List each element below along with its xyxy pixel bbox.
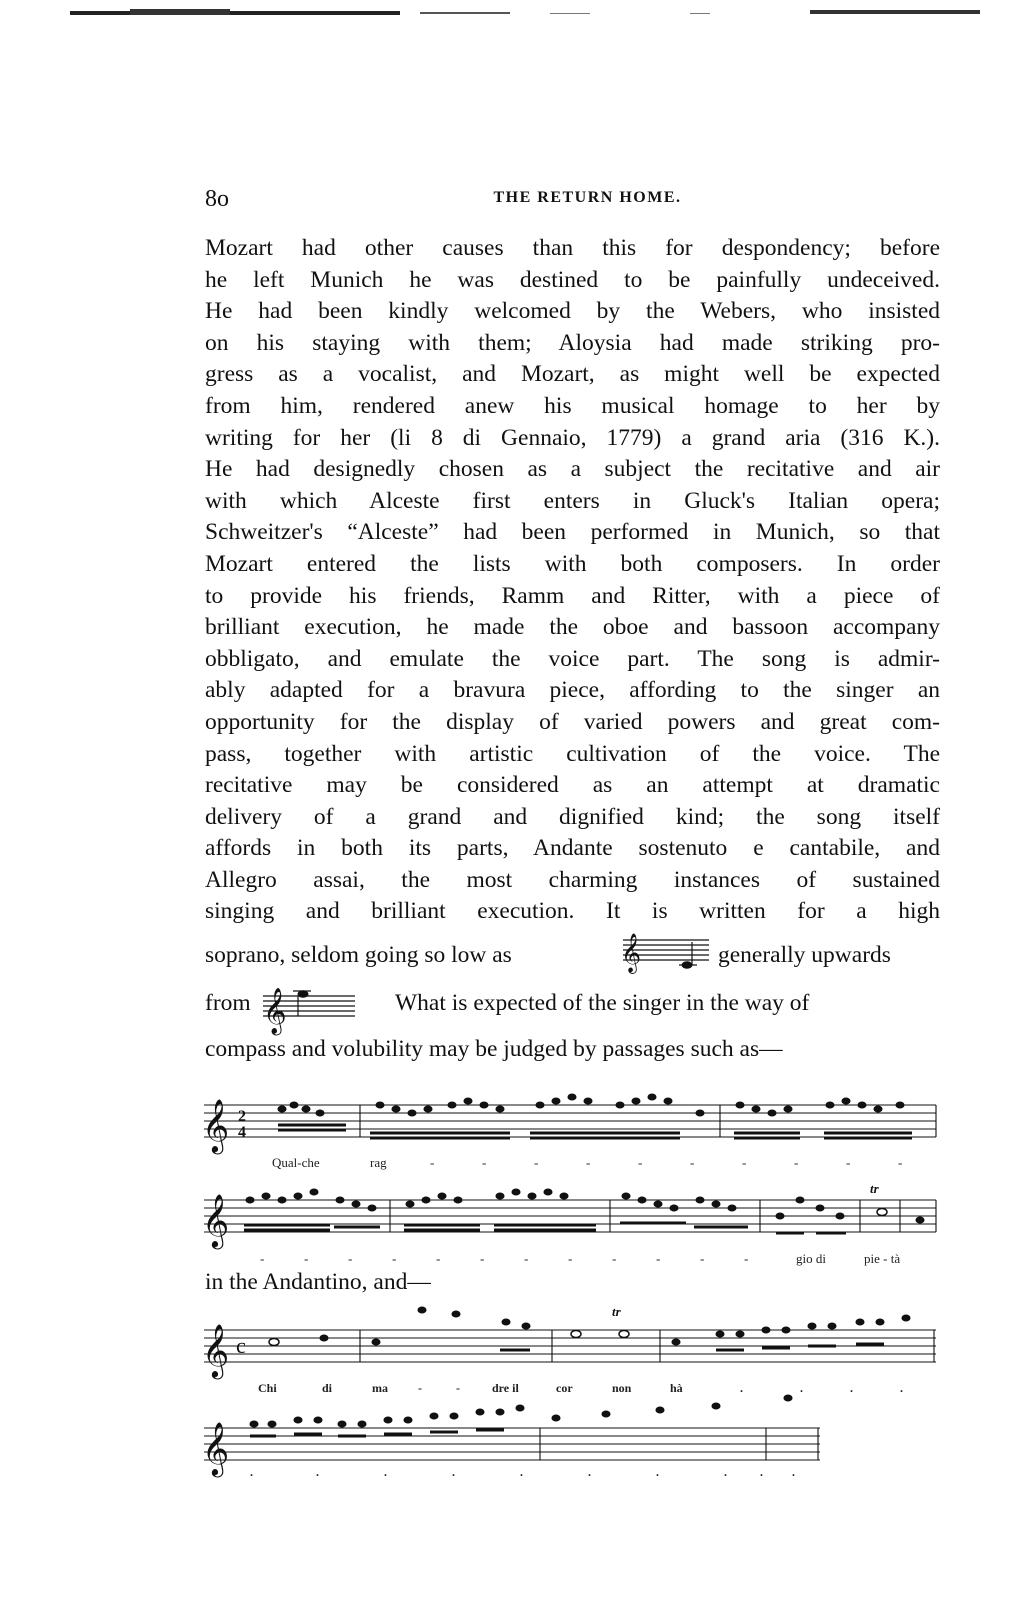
staff-system-2 [204,1200,936,1232]
svg-text:-: - [690,1155,695,1170]
text-line: Allegro assai, the most charming instances of sustained [205,866,940,893]
svg-text:.: . [740,1381,743,1395]
svg-text:𝄞: 𝄞 [621,933,642,973]
inline-staff-low-note [619,928,711,986]
svg-text:Chi: Chi [258,1381,277,1395]
svg-text:-: - [700,1251,705,1266]
svg-text:-: - [430,1155,435,1170]
svg-text:-: - [524,1251,529,1266]
svg-text:.: . [588,1465,591,1479]
text-line: He had been kindly welcomed by the Webers, who insisted [205,298,940,325]
text-line: he left Munich he was destined to be painfully undeceived. [205,266,940,293]
text-segment: What is expected of the singer in the way of [395,990,810,1016]
svg-text:-: - [656,1251,661,1266]
note-groups-system-4 [250,1395,792,1436]
text-segment: soprano, seldom going so low as [205,942,512,968]
text-line: compass and volubility may be judged by passages such as— [205,1036,783,1062]
svg-text:-: - [638,1155,643,1170]
svg-text:-: - [744,1251,749,1266]
svg-text:ma: ma [372,1381,388,1395]
svg-text:gio di: gio di [796,1251,826,1266]
text-line: singing and brilliant execution. It is written for a high [205,898,940,925]
svg-text:.: . [316,1465,319,1479]
svg-text:-: - [794,1155,799,1170]
page-header [205,186,940,216]
svg-text:-: - [392,1251,397,1266]
lyrics-row-3 [258,1381,903,1395]
svg-text:-: - [348,1251,353,1266]
text-line: recitative may be considered as an attempt at dramatic [205,772,940,799]
svg-text:.: . [760,1465,763,1479]
svg-text:.: . [800,1381,803,1395]
music-example-2 [200,1300,940,1480]
treble-clef: 𝄞 [202,1421,230,1475]
music-example-1 [200,1075,940,1275]
text-line: affords in both its parts, Andante sostenuto e cantabile, and [205,835,940,862]
text-line: brilliant execution, he made the oboe and bassoon accompany [205,614,940,641]
note-groups-system-1 [278,1094,912,1138]
svg-text:dre il: dre il [492,1381,519,1395]
note-groups-system-3 [269,1307,910,1350]
text-line: in the Andantino, and— [205,1269,431,1295]
svg-text:-: - [304,1251,309,1266]
svg-text:-: - [480,1251,485,1266]
svg-text:rag: rag [370,1155,387,1170]
inline-staff-high-note [259,982,359,1040]
trill-mark: tr [870,1181,879,1196]
time-sig-bottom: 4 [238,1124,246,1141]
text-line: from him, rendered anew his musical homage to her by [205,392,940,419]
text-line: Mozart had other causes than this for despondency; before [205,235,940,261]
text-line: to provide his friends, Ramm and Ritter, with a piece of [205,582,940,609]
body-paragraph [205,233,940,928]
svg-text:-: - [586,1155,591,1170]
trill-mark: tr [612,1304,621,1319]
lyrics-row-4 [250,1465,795,1479]
svg-text:.: . [792,1465,795,1479]
svg-text:-: - [260,1251,265,1266]
text-line: pass, together with artistic cultivation of the voice. The [205,740,940,767]
text-line: on his staying with them; Aloysia had made striking pro- [205,329,940,356]
svg-text:-: - [742,1155,747,1170]
svg-text:𝄞: 𝄞 [263,988,287,1034]
svg-text:-: - [898,1155,903,1170]
running-head: THE RETURN HOME. [493,189,682,206]
svg-text:non: non [612,1381,632,1395]
svg-text:.: . [724,1465,727,1479]
svg-text:-: - [418,1381,422,1395]
treble-clef: 𝄞 [202,1193,230,1247]
text-line: obbligato, and emulate the voice part. The song is admir- [205,645,940,672]
time-sig-top: 2 [238,1108,246,1125]
text-line: ably adapted for a bravura piece, affording to the singer an [205,677,940,704]
text-line: opportunity for the display of varied powers and great com- [205,708,940,735]
svg-text:hà: hà [670,1381,683,1395]
note-groups-system-2 [244,1189,924,1233]
text-line: with which Alceste first enters in Gluck's Italian opera; [205,487,940,514]
svg-text:di: di [322,1381,333,1395]
text-segment: from [205,990,251,1016]
svg-text:-: - [482,1155,487,1170]
svg-text:-: - [846,1155,851,1170]
svg-text:-: - [436,1251,441,1266]
soprano-line [205,933,940,978]
svg-text:-: - [534,1155,539,1170]
svg-text:-: - [456,1381,460,1395]
scan-edge-artifact [70,6,1005,20]
text-line: Schweitzer's “Alceste” had been performed in Munich, so that [205,519,940,546]
text-segment: generally upwards [718,942,891,968]
text-line: writing for her (li 8 di Gennaio, 1779) a grand aria (316 K.). [205,424,940,451]
text-line: delivery of a grand and dignified kind; the song itself [205,803,940,830]
lyrics-row-2 [260,1251,900,1266]
text-line: Mozart entered the lists with both composers. In order [205,550,940,577]
common-time: c [236,1333,246,1358]
svg-text:.: . [850,1381,853,1395]
lyrics-row-1 [272,1155,902,1170]
treble-clef: 𝄞 [202,1098,230,1152]
compass-paragraph [205,1034,940,1066]
text-line: He had designedly chosen as a subject the recitative and air [205,456,940,483]
andantino-paragraph [205,1267,940,1299]
svg-text:.: . [656,1465,659,1479]
svg-text:pie - tà: pie - tà [864,1251,901,1266]
treble-clef: 𝄞 [202,1323,230,1377]
svg-text:-: - [612,1251,617,1266]
from-line [205,988,940,1034]
svg-text:.: . [250,1465,253,1479]
svg-text:cor: cor [556,1381,573,1395]
page-number: 8o [205,186,229,212]
text-line: gress as a vocalist, and Mozart, as might well be expected [205,361,940,388]
svg-text:-: - [568,1251,573,1266]
svg-text:.: . [384,1465,387,1479]
svg-text:.: . [900,1381,903,1395]
svg-text:Qual-che: Qual-che [272,1155,320,1170]
svg-text:.: . [520,1465,523,1479]
svg-text:.: . [452,1465,455,1479]
